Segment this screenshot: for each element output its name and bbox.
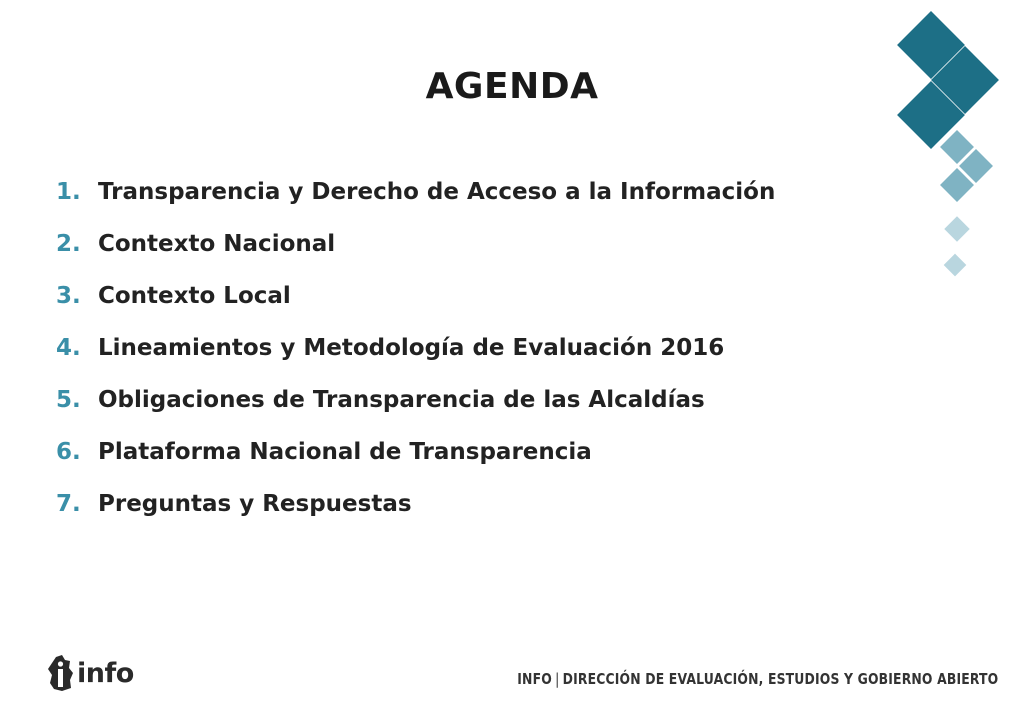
agenda-item — [56, 270, 775, 322]
agenda-item — [56, 322, 775, 374]
agenda-item-number: 2. — [56, 231, 81, 257]
agenda-item-number: 5. — [56, 387, 81, 413]
agenda-item — [56, 426, 775, 478]
agenda-item-number: 3. — [56, 283, 81, 309]
logo-text: info — [77, 657, 134, 689]
agenda-list — [56, 166, 775, 530]
agenda-item-label: Preguntas y Respuestas — [98, 491, 412, 517]
agenda-item-label: Lineamientos y Metodología de Evaluación 2016 — [98, 335, 725, 361]
slide-title: AGENDA — [425, 66, 599, 107]
agenda-item — [56, 166, 775, 218]
agenda-item-label: Contexto Nacional — [98, 231, 336, 257]
diamond-light-2 — [944, 254, 967, 277]
footer-org-short: INFO — [516, 670, 552, 688]
agenda-item — [56, 218, 775, 270]
agenda-item-label: Plataforma Nacional de Transparencia — [98, 439, 592, 465]
agenda-item-label: Contexto Local — [98, 283, 291, 309]
agenda-item-label: Transparencia y Derecho de Acceso a la Información — [98, 179, 776, 205]
footer-department — [517, 670, 998, 688]
agenda-item-number: 4. — [56, 335, 81, 361]
footer-department-name: DIRECCIÓN DE EVALUACIÓN, ESTUDIOS Y GOBIERNO ABIERTO — [562, 670, 998, 688]
agenda-item — [56, 374, 775, 426]
agenda-item-number: 1. — [56, 179, 81, 205]
agenda-item — [56, 478, 775, 530]
diamond-light-1 — [944, 216, 969, 241]
agenda-item-label: Obligaciones de Transparencia de las Alcaldías — [98, 387, 705, 413]
info-logo — [48, 655, 134, 691]
logo-mark-icon — [48, 655, 74, 691]
footer-separator: | — [554, 670, 560, 688]
agenda-item-number: 7. — [56, 491, 81, 517]
agenda-item-number: 6. — [56, 439, 81, 465]
